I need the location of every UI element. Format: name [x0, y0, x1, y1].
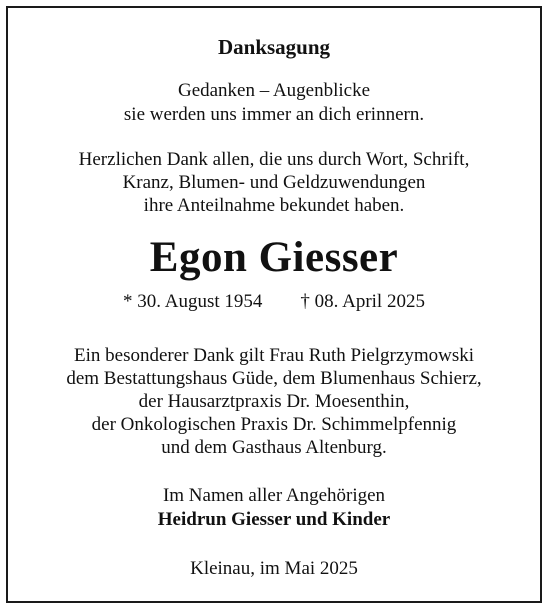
life-dates — [8, 291, 540, 313]
poem-line-1: Gedanken – Augenblicke — [177, 80, 371, 101]
thanks-general-line-2: Kranz, Blumen- und Geldzuwendungen — [122, 172, 426, 193]
thanks-special-line-3: der Hausarztpraxis Dr. Moesenthin, — [138, 391, 410, 412]
death-date: † 08. April 2025 — [300, 291, 425, 312]
thanks-general-line-1: Herzlichen Dank allen, die uns durch Wort, Schrift, — [78, 149, 470, 170]
birth-date: * 30. August 1954 — [123, 291, 263, 312]
thanks-special-line-5: und dem Gasthaus Altenburg. — [161, 437, 387, 458]
thanks-general-line-3: ihre Anteilnahme bekundet haben. — [143, 195, 405, 216]
heading: Danksagung — [217, 35, 331, 59]
obituary-card — [6, 6, 542, 603]
deceased-name: Egon Giesser — [149, 234, 399, 281]
thanks-special-line-2: dem Bestattungshaus Güde, dem Blumenhaus Schierz, — [66, 368, 482, 389]
thanks-special-line-4: der Onkologischen Praxis Dr. Schimmelpfennig — [91, 414, 457, 435]
signature-names: Heidrun Giesser und Kinder — [157, 509, 391, 530]
thanks-special-line-1: Ein besonderer Dank gilt Frau Ruth Pielgrzymowski — [74, 345, 474, 366]
place-date: Kleinau, im Mai 2025 — [190, 558, 358, 579]
signature-intro: Im Namen aller Angehörigen — [162, 485, 386, 506]
poem-line-2: sie werden uns immer an dich erinnern. — [123, 104, 425, 125]
